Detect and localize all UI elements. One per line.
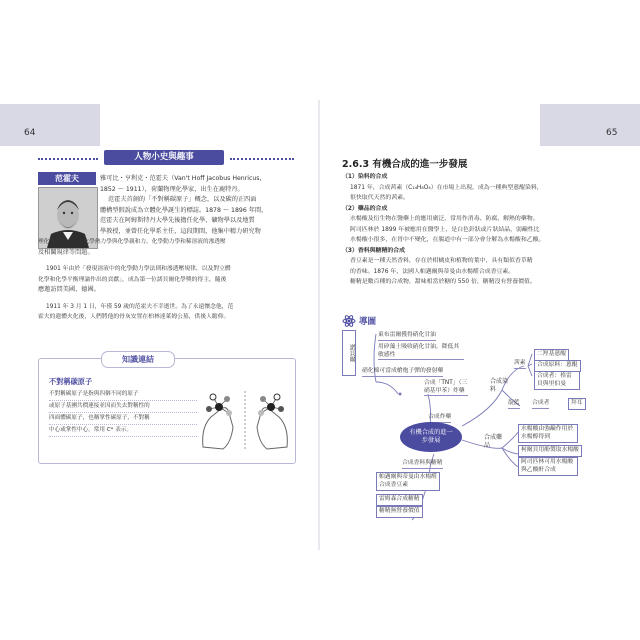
- chiral-hands-illustration: [199, 387, 291, 453]
- explosive-item-text: 合成「TNT」（三硝基甲苯）炸藥: [424, 380, 468, 394]
- bio-line: 1852 ～ 1911），荷蘭物理化學家，出生在鹿特丹。: [100, 185, 244, 193]
- dye-item: 合成原料：蒽醌: [534, 360, 581, 372]
- dye-item-text: 合成者：格雷貝與里伯曼: [537, 373, 572, 387]
- knowledge-link-label-text: 知識連結: [122, 355, 154, 364]
- dye-sub: 茜素: [514, 360, 526, 369]
- drug-item: 柯爾貝用酚製取水楊酸: [518, 445, 582, 457]
- bio-block-1: [100, 174, 296, 216]
- dye-item: [534, 371, 580, 390]
- indigo-person: 拜耳: [568, 398, 586, 410]
- branch-explosive: 合成炸藥: [428, 414, 451, 423]
- subsection-title-spice: （3）香料與糖精的合成: [342, 247, 406, 254]
- knowledge-line: 四面體碳原子，也稱掌性碳原子，不對稱: [49, 413, 197, 425]
- bio-line: 霍夫的遺體火化後，人們將他的骨灰安置在柏林達萊姆公墓，供後人瞻仰。: [38, 314, 230, 320]
- knowledge-text: [49, 389, 197, 437]
- indigo-mid: 合成者: [532, 400, 549, 409]
- branch-dye-text: 合成染料: [490, 378, 509, 393]
- explosive-item: 硝化棉可當成槍炮子彈的發射藥: [362, 368, 443, 377]
- right-page-number: 65: [606, 128, 618, 138]
- spice-line: 的香味。1876 年，法國人帕邁爾與蒂曼由水楊醛合成香豆素。: [350, 268, 515, 275]
- knowledge-link-box: [38, 355, 296, 464]
- spice-item-text: 帕邁爾與蒂曼由水楊醛合成香豆素: [379, 474, 437, 488]
- dye-line: 1871 年，合成茜素（C₁₄H₈O₄）在市場上出現，成為一種典型蒽醌染料，: [350, 184, 543, 191]
- dye-item: 二羥基蒽醌: [534, 349, 569, 361]
- branch-drug: [484, 434, 504, 450]
- knowledge-link-label: [101, 351, 175, 368]
- drug-line: 阿司匹林於 1899 年被應用在醫學上，是白色針狀或片狀結晶，弱鹼性比: [350, 226, 540, 233]
- explosive-item: 東布雷爾獲得硝化甘油: [378, 332, 436, 341]
- right-text-block: [342, 172, 602, 288]
- feature-title-banner: [104, 150, 224, 165]
- mindmap: [342, 330, 612, 542]
- bio-line: 范霍夫在阿姆斯特丹大學先後擔任化學、礦物學以及地質: [100, 217, 255, 224]
- subsection-title-drug: （2）藥品的合成: [342, 205, 388, 212]
- subsection-title-dye: （1）染料的合成: [342, 174, 388, 180]
- indigo-label: 靛藍: [508, 400, 520, 409]
- spice-line: 香豆素是一種天然香料，存在於柑橘皮和植物的葉中，具有類似香草精: [350, 258, 533, 264]
- right-page-tab: [540, 104, 640, 146]
- bio-line: 及相關規律等問題。: [38, 248, 94, 256]
- person-name-box: [38, 172, 96, 185]
- branch-spice: 合成香料與糖精: [402, 460, 443, 469]
- book-gutter: [318, 100, 320, 550]
- bio-line: 體構型假說成為立體化學誕生的標誌。1878 ～ 1896 年間，: [100, 206, 268, 214]
- dye-line: 很快取代天然的茜素。: [350, 195, 409, 201]
- spice-item: 雷姆森合成糖精: [376, 494, 423, 506]
- feature-title: 人物小史與趣事: [134, 152, 194, 162]
- dotted-rule-left: [38, 158, 98, 160]
- mindmap-side-label: 諾貝爾: [342, 330, 356, 376]
- drug-line: 水楊酸小很多，在胃中不變化，在腸道中有一部分會分解為水楊酸和乙酸。: [350, 237, 545, 243]
- drug-item-text: 水楊酸由強鹼作用於水楊醇得到: [521, 426, 574, 440]
- explosive-item: [378, 344, 464, 360]
- person-name: 范霍夫: [55, 174, 79, 183]
- left-page-tab: [0, 104, 100, 146]
- bio-line: 1901 年由於「發現溶液中的化學動力學法則和滲透壓規律，以及對立體: [46, 266, 231, 272]
- drug-item: [518, 424, 578, 443]
- drug-item-text: 阿司匹林可用水楊酸與乙酸酐合成: [521, 459, 574, 473]
- bio-line: 范霍夫首創的「不對稱碳原子」概念，以及碳的正四面: [108, 196, 257, 203]
- spice-item: 糖精無營養價值: [376, 506, 423, 518]
- atom-icon: [342, 314, 356, 328]
- bio-line: 理化學問題，探索化學熱力學與化學親和力、化學動力學和稀溶液的滲透壓: [38, 239, 226, 245]
- explosive-item: [424, 380, 468, 396]
- mindmap-center: [400, 422, 462, 452]
- section-title: 2.6.3 有機合成的進一步發展: [342, 159, 468, 170]
- explosive-item-text: 用矽藻土吸收硝化甘油，降低其敏感性: [378, 344, 460, 358]
- branch-drug-text: 合成藥品: [484, 434, 503, 449]
- spice-line: 糖精是數百種的合成物，甜味相當於糖的 550 倍，糖精沒有營養價值。: [350, 279, 536, 285]
- guide-label: 導圖: [359, 317, 377, 327]
- bio-line: 應邀訪問美國、德國。: [38, 286, 100, 293]
- bio-line: 化學和化學平衡理論作出的貢獻」，成為第一位諾貝爾化學獎的得主，隨後: [38, 276, 227, 283]
- feature-header: [38, 150, 294, 166]
- knowledge-line: 或原子基團共價連接並因而失去對稱性的: [49, 401, 197, 413]
- drug-item: [518, 457, 578, 476]
- left-page-number: 64: [24, 128, 36, 138]
- bio-line: 雅可比・亨利克・范霍夫（Van't Hoff Jacobus Henricus，: [100, 175, 266, 182]
- bio-block-1b: [38, 216, 296, 323]
- bio-line: 1911 年 3 月 1 日，年僅 59 歲的范霍夫不幸逝世。為了永遠懷念他，范: [46, 303, 234, 310]
- branch-dye: [490, 378, 512, 394]
- bio-line: 學教授，並曾任化學系主任，這段期間，他集中精力研究物: [100, 227, 261, 235]
- dotted-rule-right: [230, 158, 294, 160]
- center-text: 有機合成的進一步發展: [409, 429, 453, 444]
- knowledge-line: 不對稱碳原子是指與四個不同的原子: [49, 389, 197, 401]
- knowledge-subtitle: 不對稱碳原子: [49, 377, 93, 386]
- knowledge-line: 中心或掌性中心，常用 C* 表示。: [49, 425, 197, 437]
- spice-item: [376, 472, 440, 491]
- drug-line: 水楊酸及衍生物在醫藥上的應用廣泛，常用作消毒、防腐、解熱的藥物。: [350, 216, 539, 222]
